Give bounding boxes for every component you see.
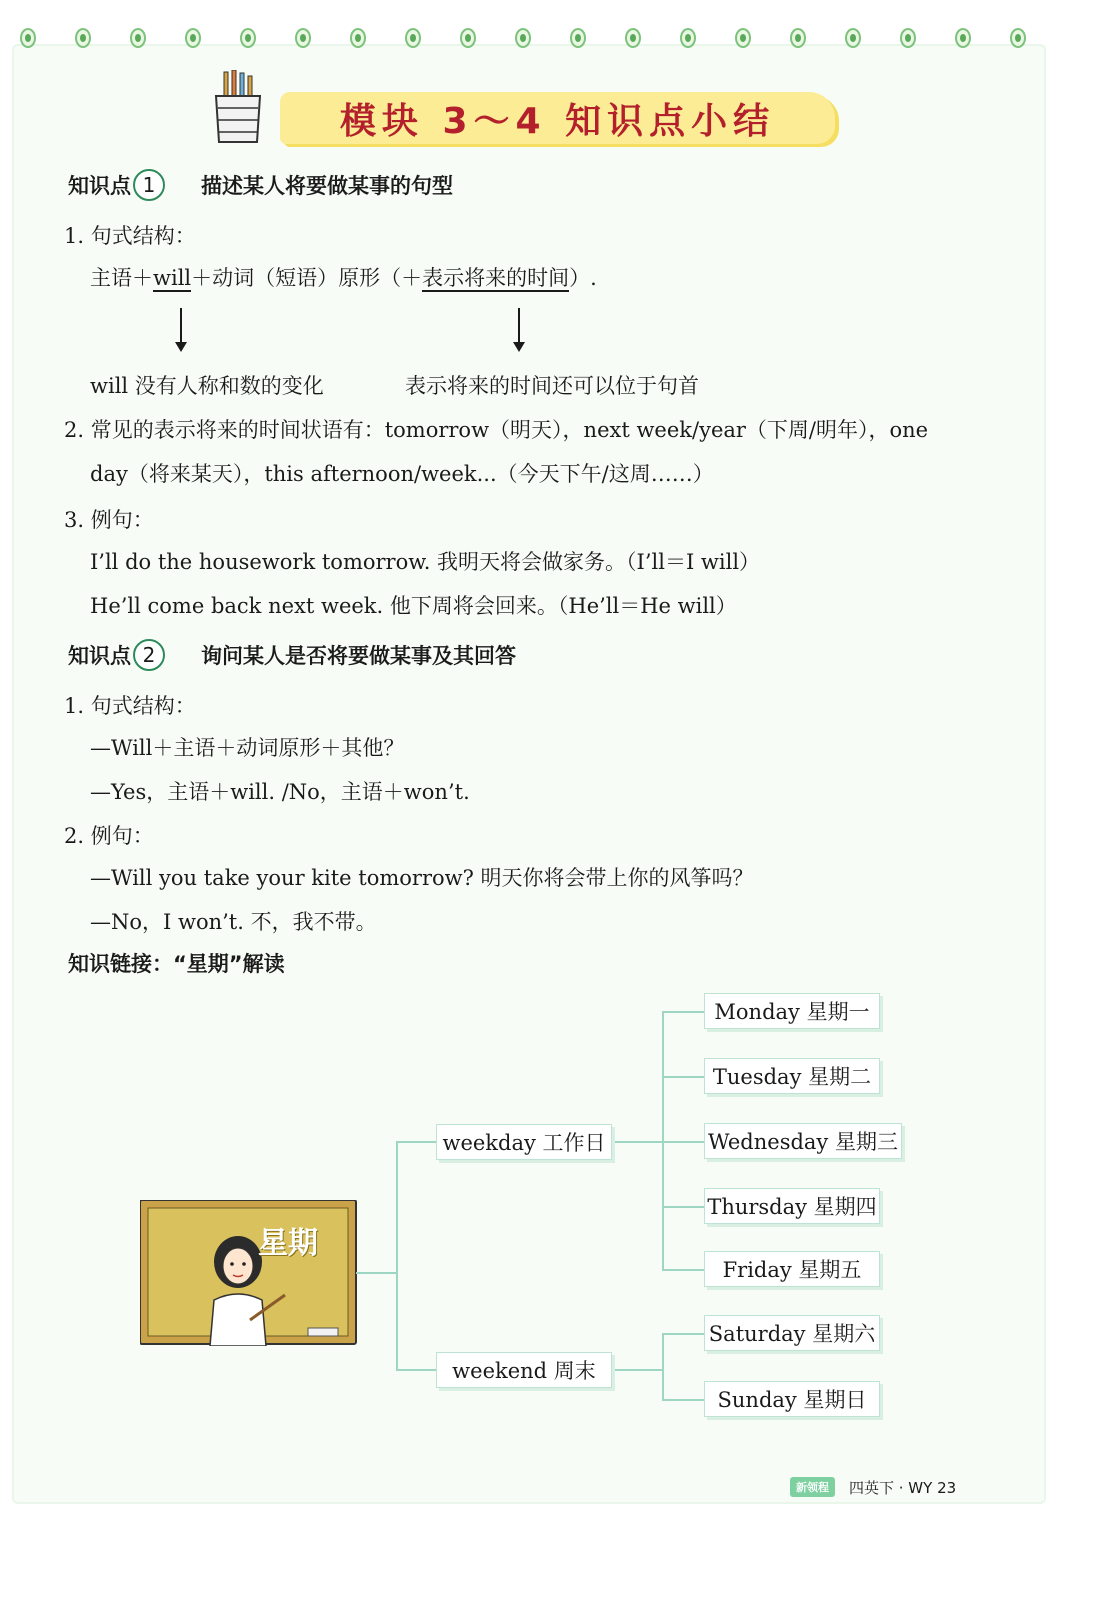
page-title: 模块 3～4 知识点小结 [339,100,776,142]
arrow-down-icon [180,308,182,350]
day-box-monday: Monday 星期一 [704,993,880,1029]
knowledge-point-2-heading [68,638,516,672]
example-sentence-2: He’ll come back next week. 他下周将会回来。（He’ll＝He will） [90,594,737,618]
binding-ring [515,28,531,48]
spiral-binding [20,28,1060,52]
binding-ring [955,28,971,48]
kp-label: 知识点 [68,644,131,668]
connector-line [662,1269,704,1271]
formula-part: ＋动词（短语）原形（＋ [191,266,423,290]
structure-heading: 1. 句式结构： [64,694,196,718]
weekday-box: weekday 工作日 [436,1124,612,1160]
day-box-wednesday: Wednesday 星期三 [704,1123,902,1159]
title-banner [280,92,835,144]
page-number: 四英下 · WY 23 [849,1478,957,1497]
binding-ring [350,28,366,48]
connector-line [662,1399,704,1401]
weekend-box: weekend 周末 [436,1352,612,1388]
sentence-formula [90,262,597,292]
day-box-saturday: Saturday 星期六 [704,1315,880,1351]
kp-title: 描述某人将要做某事的句型 [201,174,453,198]
note-time: 表示将来的时间还可以位于句首 [405,374,699,398]
pencil-cup-icon [210,70,266,146]
day-box-tuesday: Tuesday 星期二 [704,1058,880,1094]
binding-ring [790,28,806,48]
formula-future-time: 表示将来的时间 [422,266,570,290]
blackboard-illustration [140,1200,358,1346]
binding-ring [900,28,916,48]
connector-line [356,1272,396,1274]
connector-line [662,1333,664,1401]
formula-part: 主语＋ [90,266,153,290]
binding-ring [185,28,201,48]
blackboard-text: 星期 [258,1226,318,1261]
connector-line [662,1333,704,1335]
time-adverbials-line1: 2. 常见的表示将来的时间状语有：tomorrow（明天），next week/year（下周/明年），one [64,418,929,442]
connector-line [396,1141,436,1143]
connector-line [662,1141,704,1143]
kp-number-badge: 2 [133,639,165,671]
binding-ring [680,28,696,48]
connector-line [396,1369,436,1371]
note-will: will 没有人称和数的变化 [90,374,324,398]
day-box-sunday: Sunday 星期日 [704,1381,880,1417]
connector-line [662,1076,704,1078]
answer-pattern: —Yes，主语＋will. /No，主语＋won’t. [90,780,470,804]
day-box-thursday: Thursday 星期四 [704,1188,880,1224]
kp-number-badge: 1 [133,169,165,201]
series-badge: 新领程 [790,1477,835,1497]
formula-part: ）. [569,266,597,290]
connector-line [662,1206,704,1208]
example-answer: —No，I won’t. 不，我不带。 [90,910,377,934]
binding-ring [845,28,861,48]
example-sentence-1: I’ll do the housework tomorrow. 我明天将会做家务。（I’ll＝I will） [90,550,761,574]
binding-ring [460,28,476,48]
binding-ring [625,28,641,48]
teacher-blackboard-icon [140,1200,358,1346]
binding-ring [405,28,421,48]
question-pattern: —Will＋主语＋动词原形＋其他？ [90,736,405,760]
title-area [210,70,850,150]
binding-ring [130,28,146,48]
structure-heading: 1. 句式结构： [64,224,196,248]
knowledge-link-title: 知识链接：“星期”解读 [68,952,285,976]
knowledge-point-1-heading [68,168,453,202]
arrow-down-icon [518,308,520,350]
example-heading: 3. 例句： [64,508,154,532]
binding-ring [295,28,311,48]
kp-label: 知识点 [68,174,131,198]
binding-ring [735,28,751,48]
formula-will: will [153,266,192,290]
binding-ring [570,28,586,48]
time-adverbials-line2: day（将来某天），this afternoon/week...（今天下午/这周……） [90,462,714,486]
day-box-friday: Friday 星期五 [704,1251,880,1287]
connector-line [662,1011,704,1013]
binding-ring [75,28,91,48]
binding-ring [1010,28,1026,48]
example-heading: 2. 例句： [64,824,154,848]
kp-title: 询问某人是否将要做某事及其回答 [201,644,516,668]
binding-ring [20,28,36,48]
connector-line [612,1141,662,1143]
connector-line [396,1141,398,1371]
connector-line [612,1369,662,1371]
page-footer [790,1476,956,1498]
example-question: —Will you take your kite tomorrow? 明天你将会带上你的风筝吗？ [90,866,754,890]
binding-ring [240,28,256,48]
